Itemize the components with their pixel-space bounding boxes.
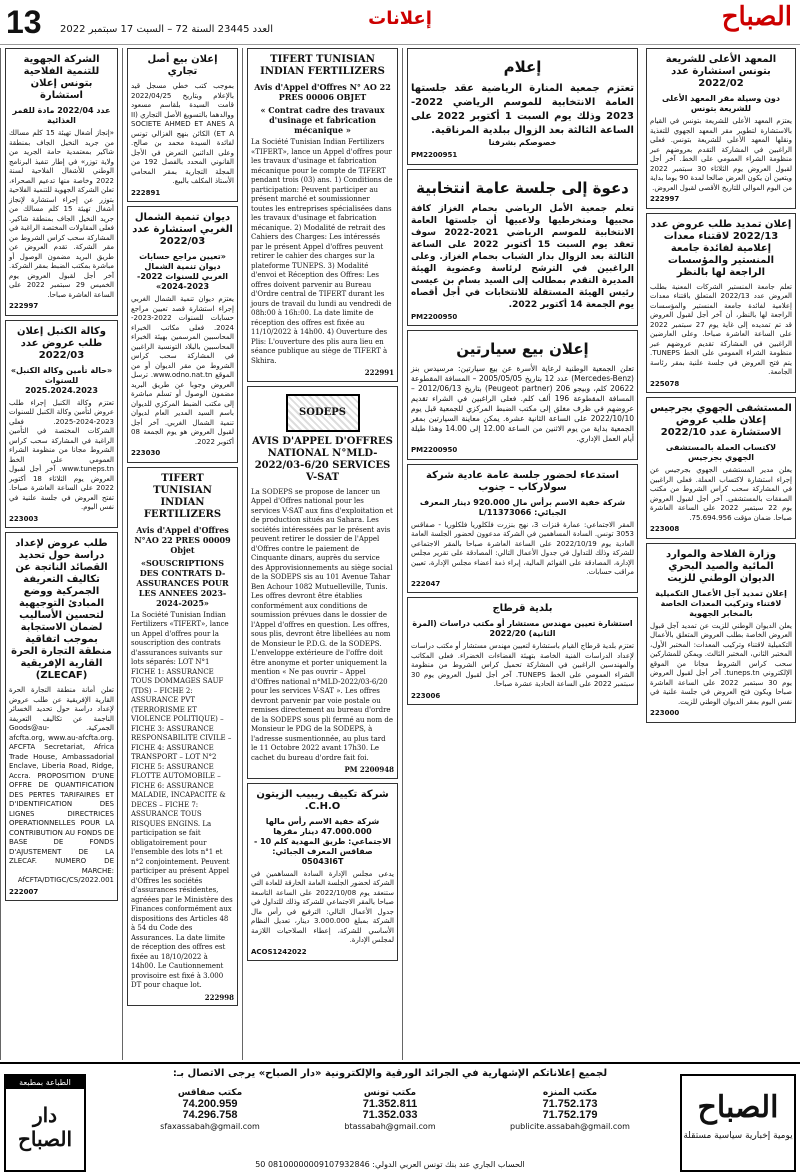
ad-reference: 222007 <box>9 887 39 896</box>
column-4 <box>122 48 242 1060</box>
office-email[interactable]: publicite.assabah@gmail.com <box>510 1122 630 1131</box>
ad-reference: 222891 <box>131 188 161 197</box>
ad-reference: PM2200951 <box>411 151 458 159</box>
ad-body: La SODEPS se propose de lancer un Appel d'Offres national pour les services V-SAT aux fins d'exploitation et de production situés au Sahara. Les sociétés intéressées par le présent avis peuvent retirer le dossier de l'Appel d'Offres contre le paiement de Cinquante dinars, auprès du service des Approvisionnements au siège social de la SODEPS sis au 101 Avenue Tahar Ben Achour 1082 Mutuelleville, Tunis. Les offres devront être établies conformément aux conditions de soumission prévues dans le dossier de l'Appel d'offres en question. Les offres, sous plis, devront être libellées au nom de Monsieur le P.D.G. de la SODEPS. L'enveloppe extérieure de l'offre doit être anonyme et porter uniquement la mention « Ne pas ouvrir – Appel d'Offres national n°MLD-2022/03-6/20 pour les services V-SAT ». Les offres devront parvenir par voie postale ou remises directement au bureau d'ordre de la SODEPS sous pli fermé au nom de Monsieur le PDG de la SODEPS, à l'adresse susmentionnée, au plus tard le 11 Octobre 2022 avant 17h30. Le cachet du bureau d'ordre fait foi. <box>251 487 393 762</box>
ad-subtitle: «تعيين مراجع حسابات ديوان تنمية الشمال الغربي للسنوات 2022-2023-2024» <box>137 252 228 291</box>
column-1 <box>642 48 800 1060</box>
bank-account: الحساب الجاري عند بنك تونس العربي الدولي: 08100000009107932846 50 <box>255 1160 525 1169</box>
ad-tifert-machining <box>247 48 398 382</box>
ad-subtitle: لاكتساب العملة بالمستشفى الجهوي بجرجيس <box>665 443 777 462</box>
ad-body: تعتزم بلدية قرطاج القيام باستشارة لتعيين مهندس مستشار أو مكتب دراسات لإعداد الدراسات الفنية الخاصة بتهيئة الفضاءات الخضراء. فعلى المكاتب والمهندسين الراغبين في المشاركة تحميل كراس الشروط من منظومة الشراء العمومي على الخط TUNEPS. آخر أجل لقبول العروض يوم 30 سبتمبر 2022 على الساعة الحادية عشرة صباحا. <box>411 642 634 688</box>
ad-columns <box>0 48 800 1060</box>
page-number: 13 <box>6 4 42 40</box>
ad-title: AVIS D'APPEL D'OFFRES NATIONAL N°MLD-2022/03-6/20 SERVICES V-SAT <box>252 435 393 483</box>
office-fax: 71.352.033 <box>362 1109 418 1121</box>
ad-institute-sharia <box>646 48 796 209</box>
ad-title: استدعاء لحضور جلسة عامة عادية شركة سولاركاب – جنوب <box>426 469 619 493</box>
column-5 <box>0 48 122 1060</box>
footer-slogan: يومية إخبارية سياسية مستقلة <box>683 1131 793 1141</box>
ad-reference: 222997 <box>9 302 39 310</box>
ad-sodeps-vsat <box>247 386 398 779</box>
ad-reference: 223006 <box>411 691 441 700</box>
ad-body: La Société Tunisian Indian Fertilizers «TIFERT», lance un Appel d'offres pour les travaux d'usinage et fabrication mécanique pour le compte de TIFERT pendant trois (03) ans. 1) Conditions de participation: Peuvent participer au présent marché et soumissionner toutes les entreprises spécialisées dans les travaux d'usinage et fabrication mécanique. 2) Modalité de retrait des Cahiers des Charges: Les intéressés par le présent Appel d'offres peuvent retirer le cahier des charges sur la plateforme TUNEPS. 3) Modalité d'envoi et Réception des Offres: Les offres doivent parvenir au Bureau d'Ordre central de TIFERT durant les jours de travail du lundi au vendredi de 08h:00 à 16h:00. La date limite de réception des offres est fixée au 11/10/2022 à 14h00. 4) Ouverture des Plis: L'ouverture des plis aura lieu en séance publique au siège de TIFERT à Skhira. <box>251 138 393 365</box>
ad-type: Avis d'Appel d'Offres N° AO 22 PRES 00006 OBJET <box>254 82 391 102</box>
ad-reference: 222991 <box>364 368 394 377</box>
ad-title: وكالة الكنبل إعلان طلب عروض عدد 2022/03 <box>16 325 107 361</box>
ad-body: تعلن أمانة منطقة التجارة الحرة القارية الإفريقية عن طلب عروض لإعداد دراسة حول تحديد الخسائر الناجمة عن تكاليف التعريفة الجمركية. Goods@au-afcfta.org, www.au-afcfta.org. AFCFTA Secretariat, Africa Trade House, Ambassadorial Enclave, Liberia Road, Ridge, Accra. PROPOSITION D'UNE OFFRE DE QUANTIFICATION DES PERTES TARIFAIRES ET D'IDENTIFICATION DES LIGNES DIRECTRICES OPERATIONNELLES POUR LA CONTRIBUTION AU FONDS DE BASE DE FONDS D'AJUSTEMENT DE LA ZLECAF. NUMERO DE MARCHE: AfCFTA/DTIGC/CS/2022.001 <box>9 686 114 884</box>
ad-business-sale <box>127 48 238 202</box>
ad-body: يدعى مجلس الإدارة السادة المساهمين في الشركة لحضور الجلسة العامة الخارقة للعادة التي ستنعقد يوم 2022/10/08 على الساعة التاسعة صباحا بالمقر الاجتماعي للشركة وذلك للتداول في جدول الأعمال التالي: الترفيع في رأس مال الشركة بمبلغ 3.000.000 دينار، تعديل النظام الأساسي للشركة، إعطاء الصلاحيات اللازمة لمجلس الإدارة. <box>251 869 394 944</box>
ad-body: يعلن مدير المستشفى الجهوي بجرجيس عن إجراء استشارة لاكتساب العملة. فعلى الراغبين في المشاركة سحب كراس الشروط من مكتب الصفقات بالمستشفى. آخر أجل لقبول العروض يوم 22 سبتمبر 2022 على الساعة العاشرة صباحا. ضمان مؤقت 75.694.956. <box>650 466 793 522</box>
ad-object: « Contrat cadre des travaux d'usinage et fabrication mécanique » <box>260 105 385 135</box>
ad-car-sale <box>407 330 638 460</box>
ad-manara-notice <box>407 48 638 165</box>
office-title: مكتب تونس <box>363 1088 417 1098</box>
office-fax: 74.296.758 <box>182 1109 238 1121</box>
ad-title: الشركة الجهوية للتنمية الفلاحية بتونس إعلان استشارة <box>23 54 100 101</box>
ad-reference: 223000 <box>650 709 680 717</box>
ad-reference: 223030 <box>131 449 161 457</box>
page-footer <box>0 1062 800 1174</box>
ad-title: إعلان بيع سيارتين <box>456 340 589 358</box>
ad-zlecaf-study <box>5 532 118 901</box>
ad-subtitle: استشارة تعيين مهندس مستشار أو مكتب دراسات (المرة الثانية) 2022/20 <box>412 619 633 638</box>
office-tunis <box>310 1088 470 1132</box>
ad-signature: خصوصكم بشرفنا <box>488 138 557 147</box>
ad-body: «إنجاز أشغال تهيئة 15 كلم مسالك من جريد النخيل الجاف بمنطقة شاكير بمعتمدية حامة الجريد من ولاية توزر» في إطار تنفيذ البرنامج الوطني للأشغال الفلاحية لسنة 2022 وخاصة منها تدعيم الصحراء، تعلن الشركة الجهوية للتنمية الفلاحية بتوزر عن إجراء استشارة لإنجاز أشغال تهيئة 15 كلم مسالك من جريد النخيل الجاف بمنطقة شاكير. فعلى المقاولات المختصة الراغبة في المشاركة سحب كراس الشروط من مقر الشركة. تقدم العروض عن طريق البريد مضمون الوصول أو مباشرة بمكتب الضبط بمقر الشركة. آخر أجل لقبول العروض يوم الخميس 29 سبتمبر 2022 على الساعة العاشرة صباحا. <box>9 129 114 299</box>
column-2 <box>402 48 642 1060</box>
ad-body: تعتزم وكالة الكنبل إجراء طلب عروض لتأمين وكالة الكنبل للسنوات 2023-2024-2025. فعلى الشركات المختصة في التأمين الراغبة في المشاركة سحب كراس الشروط مجانا من منظومة الشراء العمومي على الخط www.tuneps.tn. آخر أجل لقبول العروض يوم الثلاثاء 18 أكتوبر 2022 على الساعة العاشرة صباحا. تفتح العروض في جلسة علنية في نفس اليوم. <box>9 398 114 511</box>
ad-title: دعوة إلى جلسة عامة انتخابية <box>416 178 629 197</box>
ad-subtitle: شركة خفية الاسم برأس مال 920.000 دينار المعرف الجبائي: 11373066/L <box>419 497 626 517</box>
office-sfax <box>130 1088 290 1132</box>
office-menzah <box>490 1088 650 1132</box>
ad-title: المستشفى الجهوي بجرجيس إعلان طلب عروض الاستشارة عدد 2022/10 <box>650 403 792 438</box>
ad-body: تعلم جمعية الأمل الرياضي بحمام الغزاز كافة محبيها ومنخرطيها ولاعبيها أن جلستها العامة الانتخابية للموسم الرياضي 2021-2022 سوف تعقد يوم السبت 15 أكتوبر 2022 على الساعة الثالثة بعد الزوال بدار الشباب بحمام الغزاز. وعلى الراغبين في الترشح لرئاسة وعضوية الهيئة المديرة التقدم بمطالب إلى السيد بسام بن عيسى رئيس الهيئة المستقلة للانتخابات في أجل أقصاه يوم الجمعة 14 أكتوبر 2022. <box>411 203 634 310</box>
ad-reference: PM2200950 <box>411 446 458 454</box>
ad-zarzis-hospital <box>646 397 796 539</box>
ad-body: تعلم جامعة المنستير الشركات المعنية بطلب العروض عدد 2022/13 المتعلق باقتناء معدات إعلامية لفائدة جامعة المنستير والمؤسسات الراجعة لها بالنظر، أن آخر أجل لقبول العروض قد تم تمديده إلى غاية يوم 27 سبتمبر 2022 على الساعة العاشرة صباحا. وعلى العارضين الراغبين في المشاركة تقديم عروضهم عبر منظومة الشراء العمومي على الخط TUNEPS. يتم فتح العروض في جلسة علنية بمقر رئاسة الجامعة. <box>650 282 792 376</box>
ad-org: TIFERT TUNISIAN INDIAN FERTILIZERS <box>260 54 385 77</box>
ad-subtitle: شركة خفية الاسم رأس مالها 47.000.000 دينار مقرها الاجتماعي: طريق المهدية كلم 10 - صفاقس المعرف الجبائي: 05043I6T <box>253 816 392 866</box>
footer-logo: الصباح <box>697 1090 779 1125</box>
ad-body: يعلن الديوان الوطني للزيت عن تمديد آجل قبول العروض الخاصة بطلب العروض المتعلق بالأعمال التكميلية لاقتناء وتركيب المعدات: المختبر الأول، المختبر الثاني، المختبر الثالث. ويمكن للمشاركين سحب كراس الشروط مجانا من الموقع الإلكتروني tuneps.tn. آخر أجل لقبول العروض يوم 30 سبتمبر 2022 على الساعة العاشرة صباحا ويكون فتح العروض في جلسة علنية في نفس اليوم بمقر الديوان الوطني للزيت. <box>650 621 793 706</box>
ad-subtitle: دون وسيلة مقر المعهد الأعلى للشريعة بتونس <box>661 94 780 113</box>
issue-date: العدد 23445 السنة 72 – السبت 17 سبتمبر 2022 <box>60 24 273 35</box>
ad-tifert-insurance <box>127 467 238 1007</box>
office-phone: 71.752.173 <box>542 1098 598 1110</box>
ad-body: La Société Tunisian Indian Fertilizers «TIFERT», lance un Appel d'offres pour la souscription des contrats d'assurances suivants sur lots séparés: LOT N°1 FICHE 1: ASSURANCE TOUS DOMMAGES SAUF (TDS) – FICHE 2: ASSURANCE PVT (TERRORISME ET VIOLENCE POLITIQUE) – FICHE 3: ASSURANCE RESPONSABILITE CIVILE – FICHE 4: ASSURANCE TRANSPORT – LOT N°2 FICHE 5: ASSURANCE FLOTTE AUTOMOBILE – FICHE 6: ASSURANCE MALADIE, INCAPACITE & DECES – FICHE 7: ASSURANCE TOUS RISQUES ENGINS. La participation se fait obligatoirement pour l'ensemble des lots n°1 et n°2 conjointement. Peuvent participer au présent Appel d'Offres les sociétés d'assurances résidentes, agréées par le Ministère des Finances conformément aux dispositions des Articles 48 à 54 du Code des Assurances. La date limite de réception des offres est fixée au 18/10/2022 à 14h00. Le Cautionnement provisoire est fixé à 3.000 DT pour chaque lot. <box>131 610 233 989</box>
masthead-logo: الصباح <box>721 2 792 32</box>
footer-masthead <box>680 1074 796 1172</box>
ad-monastir-university <box>646 213 796 394</box>
office-title: مكتب صفاقس <box>177 1088 243 1098</box>
office-email[interactable]: btassabah@gmail.com <box>344 1122 436 1131</box>
ad-subtitle: إعلان تمديد آجل الأعمال التكميلية لاقتناء وتركيب المعدات الخاصة بالمخابر الجهوية <box>655 588 787 618</box>
ad-reference: ACOS1242022 <box>251 947 307 956</box>
ad-kenbel-agency <box>5 320 118 529</box>
ad-body: يعتزم ديوان تنمية الشمال الغربي إجراء استشارة قصد تعيين مراجع حسابات للسنوات 2022-2023-2024. فعلى مكاتب الخبراء المحاسبين المرسمين بهيئة الخبراء المحاسبين بالبلاد التونسية الراغبين في المشاركة سحب كراس الشروط من مقر الديوان أو من الموقع www.odno.nat.tn. ترسل العروض وجوبا عن طريق البريد مضمون الوصول أو تسلم مباشرة إلى مكتب الضبط المركزي للديوان باسم السيد المدير العام لديوان تنمية الشمال الغربي. آخر أجل لقبول العروض هو يوم الجمعة 08 أكتوبر 2022. <box>131 295 234 446</box>
section-title: إعلانات <box>368 8 432 29</box>
ad-tozeur-agri-dev <box>5 48 118 316</box>
ad-body: تعلن الجمعية الوطنية لرعاية الأسرة عن بيع سيارتين: مرسيدس بنز (Mercedes-Benz) عدد 12 بتاريخ 2005/05/05 – المسافة المقطوعة 20622 كلم، وبيجو 206 (Peugeot partner) بتاريخ 2012/06/13 – المسافة المقطوعة 196 ألف كلم. فعلى الراغبين في الشراء تقديم عروضهم في ظرف مغلق إلى مكتب الضبط المركزي للجمعية قبل يوم 2022/10/10 على الساعة الثانية عشرة. يمكن معاينة السيارتين بمقر الجمعية بداية من يوم الاثنين من الساعة 12.00 إلى 14.00 وهذا طيلة أيام العمل الإداري. <box>411 364 635 443</box>
ad-general-assembly <box>407 169 638 327</box>
ad-body: يعتزم المعهد الأعلى للشريعة بتونس في القيام بالاستشارة لتطوير مقر المعهد الجهوي للتغذية ونقلها المعهد الأعلى للشريعة بتونس. فعلى الراغبين في المشاركة التقدم بعروضهم عبر منظومة الشراء العمومي على الخط. آخر أجل لقبول العروض يوم الثلاثاء 30 سبتمبر 2022 ويتعين أن يكون العرض صالحا لمدة 90 يوما بداية من اليوم الموالي للتاريخ الأقصى لقبول العروض. <box>650 117 793 192</box>
printing-house-title: الطباعة بمطبعة <box>6 1076 84 1089</box>
office-phone: 74.200.959 <box>182 1098 238 1110</box>
ad-title: إعلان بيع أصل تجاري <box>147 54 218 77</box>
ad-subtitle: عدد 2022/04 مادة للقمر الغذائية <box>12 106 111 125</box>
ad-org: TIFERT TUNISIAN INDIAN FERTILIZERS <box>143 472 222 520</box>
ad-reference: 225078 <box>650 379 680 388</box>
ad-body: بموجب كتب خطي مسجل قيد بالإعلام وبتاريخ 2022/04/25 قامت السيدة بلقاسم مسعود ووالدهما بالتسويغ الأصل التجاري (II SOCIETE AHMED ET ANES A ET A) الكائن بنهج الغزالي تونس لفائدة السيدة محمد بن صالح. وعلى الدائنين التعرض في الأجل القانوني المحدد بالفصل 192 من المجلة التجارية بمقر المحامي الأستاذ المكلف بالبيع. <box>131 82 234 185</box>
ad-title: شركة تكييف ريبيب الزيتون C.H.O. <box>256 788 389 812</box>
ad-reference: 223003 <box>9 514 39 523</box>
ad-carthage-municipality <box>407 597 638 705</box>
office-phone: 71.352.811 <box>362 1098 418 1110</box>
ad-body: تعتزم جمعية المنارة الرياضية عقد جلستها العامة الانتخابية للموسم الرياضي 2022-2023 وذلك يوم السبت 1 أكتوبر 2022 على الساعة الثالثة بعد الزوال ببلدية المرناقية. <box>411 83 634 136</box>
ad-title: بلدية قرطاج <box>492 603 553 614</box>
sodeps-logo: SODEPS <box>286 394 360 432</box>
office-fax: 71.752.179 <box>542 1109 598 1121</box>
ad-title: إعلام <box>503 58 542 76</box>
footer-headline: لجميع إعلاناتكم الإشهارية في الجرائد الورقية والإلكترونية «دار الصباح» يرجى الاتصال بـ: <box>172 1068 608 1079</box>
column-3 <box>242 48 402 1060</box>
ad-solarcap-meeting <box>407 464 638 594</box>
ad-subtitle: «حالة تأمين وكالة الكنبل» للسنوات 2025.2024.2023 <box>10 365 113 395</box>
ad-title: وزارة الفلاحة والموارد المائية والصيد البحري الديوان الوطني للزيت <box>666 548 776 584</box>
ad-body: المقر الاجتماعي: عمارة قنزات 3، نهج بنزرت فلكلوريا فلكلوريا - صفاقس 3053 تونس. السادة المساهمين في الشركة مدعوون لحضور الجلسة العامة العادية يوم 2022/10/19 على الساعة العاشرة صباحا بالمقر الاجتماعي للشركة وذلك للتداول في جدول الأعمال التالي: المصادقة على تقرير مجلس الإدارة، المصادقة على القوائم المالية، إبراء ذمة أعضاء مجلس الإدارة، تعيين مراقب حسابات. <box>411 520 634 576</box>
ad-reference: 222047 <box>411 579 441 588</box>
printing-house-box <box>4 1074 86 1172</box>
ad-reference: PM2200950 <box>411 312 458 321</box>
office-email[interactable]: sfaxassabah@gmail.com <box>160 1122 260 1131</box>
ad-reference: PM 2200948 <box>344 765 394 774</box>
printing-house-logo: دار الصباح <box>17 1103 73 1151</box>
ad-reference: 223008 <box>650 525 680 533</box>
ad-type: Avis d'Appel d'Offres N°AO 22 PRES 00009 Objet <box>134 524 231 555</box>
ad-title: المعهد الأعلى للشريعة بتونس استشارة عدد 2022/02 <box>665 54 777 89</box>
ad-title: إعلان تمديد طلب عروض عدد 2022/13 لاقتناء معدات إعلامية لفائدة جامعة المنستير والمؤسسات الراجعة لها بالنظر <box>650 218 792 278</box>
ad-cho-company <box>247 783 398 962</box>
page-header <box>0 0 800 45</box>
ad-title: طلب عروض لإعداد دراسة حول تحديد القصائد الناتجة عن تكاليف التعريفة الجمركية ووضع المبادئ التوجيهية لتحسين الأساليب لضمان الاستجابة بموجب اتفاقية منطقة التجارة الحرة القارية الإفريقية (ZLECAF) <box>11 538 112 681</box>
ad-title: ديوان تنمية الشمال الغربي استشارة عدد 2022/03 <box>132 212 233 247</box>
ad-object: «SOUSCRIPTIONS DES CONTRATS D-ASSURANCES POUR LES ANNEES 2023-2024-2025» <box>136 557 229 608</box>
ad-reference: 222998 <box>204 992 234 1002</box>
ad-northwest-office <box>127 206 238 463</box>
ad-olive-oil-office <box>646 543 796 723</box>
ad-reference: 222997 <box>650 195 680 203</box>
office-title: مكتب المنزه <box>542 1088 598 1098</box>
